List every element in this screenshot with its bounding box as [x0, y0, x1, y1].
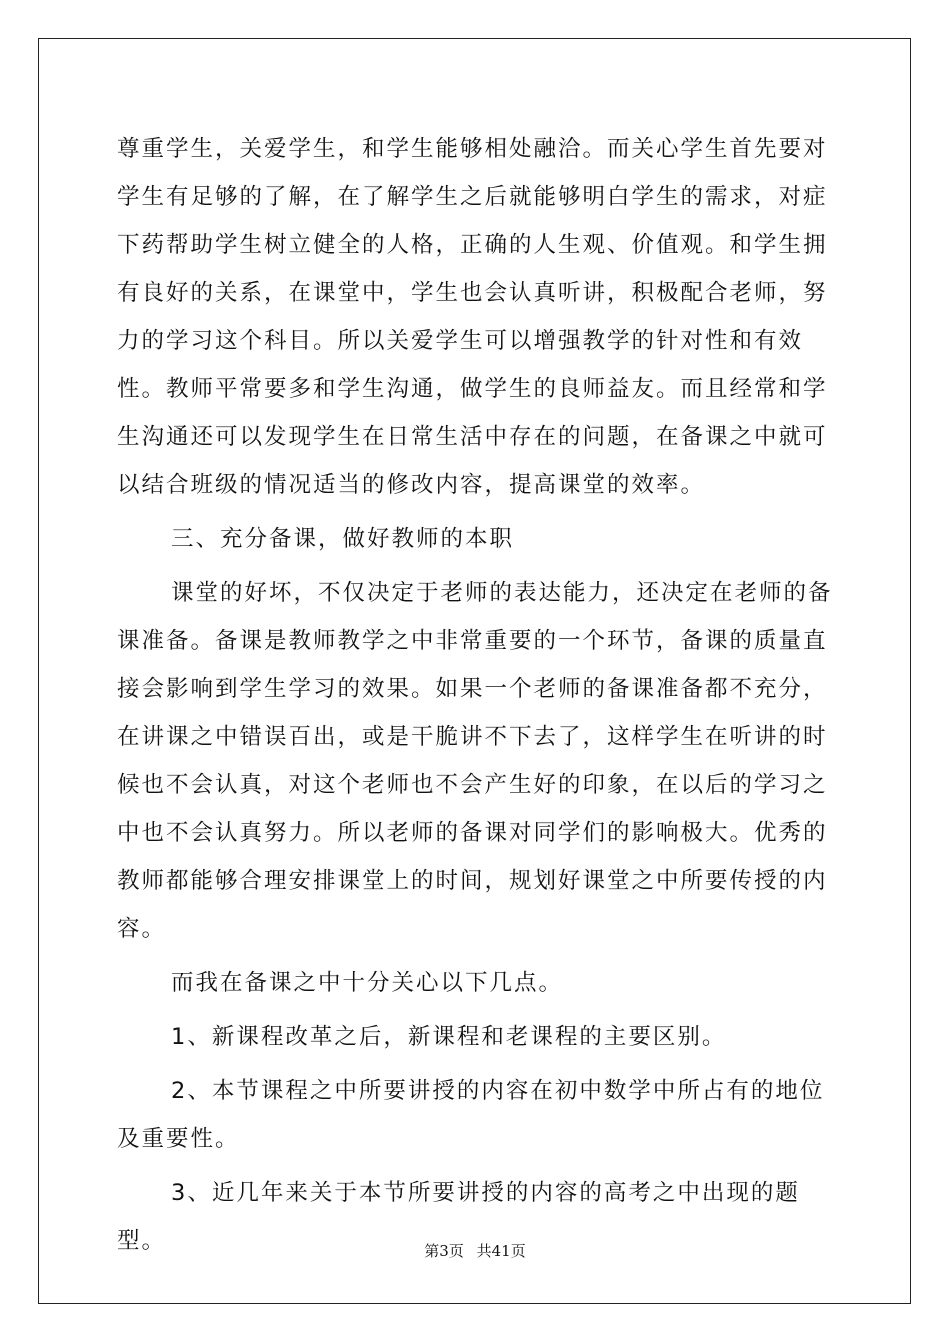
document-body [117, 125, 833, 1265]
paragraph-continued: 尊重学生，关爱学生，和学生能够相处融洽。而关心学生首先要对学生有足够的了解，在了解学生之后就能够明白学生的需求，对症下药帮助学生树立健全的人格，正确的人生观、价值观。和学生拥有良好的关系，在课堂中，学生也会认真听讲，积极配合老师，努力的学习这个科目。所以关爱学生可以增强教学的针对性和有效性。教师平常要多和学生沟通，做学生的良师益友。而且经常和学生沟通还可以发现学生在日常生活中存在的问题，在备课之中就可以结合班级的情况适当的修改内容，提高课堂的效率。 [117, 136, 828, 498]
list-item: 1、新课程改革之后，新课程和老课程的主要区别。 [171, 1024, 727, 1050]
page-footer [0, 1240, 950, 1261]
paragraph: 课堂的好坏，不仅决定于老师的表达能力，还决定在老师的备课准备。备课是教师教学之中非常重要的一个环节，备课的质量直接会影响到学生学习的效果。如果一个老师的备课准备都不充分，在讲课之中错误百出，或是干脆讲不下去了，这样学生在听讲的时候也不会认真，对这个老师也不会产生好的印象，在以后的学习之中也不会认真努力。所以老师的备课对同学们的影响极大。优秀的教师都能够合理安排课堂上的时间，规划好课堂之中所要传授的内容。 [117, 580, 833, 942]
section-heading: 三、充分备课，做好教师的本职 [171, 526, 515, 552]
list-item: 2、本节课程之中所要讲授的内容在初中数学中所占有的地位及重要性。 [117, 1078, 825, 1152]
paragraph: 而我在备课之中十分关心以下几点。 [171, 970, 564, 996]
page-total: 共41页 [476, 1242, 526, 1260]
page-number: 第3页 [424, 1242, 464, 1260]
list-item: 3、近几年来关于本节所要讲授的内容的高考之中出现的题型。 [117, 1180, 800, 1254]
